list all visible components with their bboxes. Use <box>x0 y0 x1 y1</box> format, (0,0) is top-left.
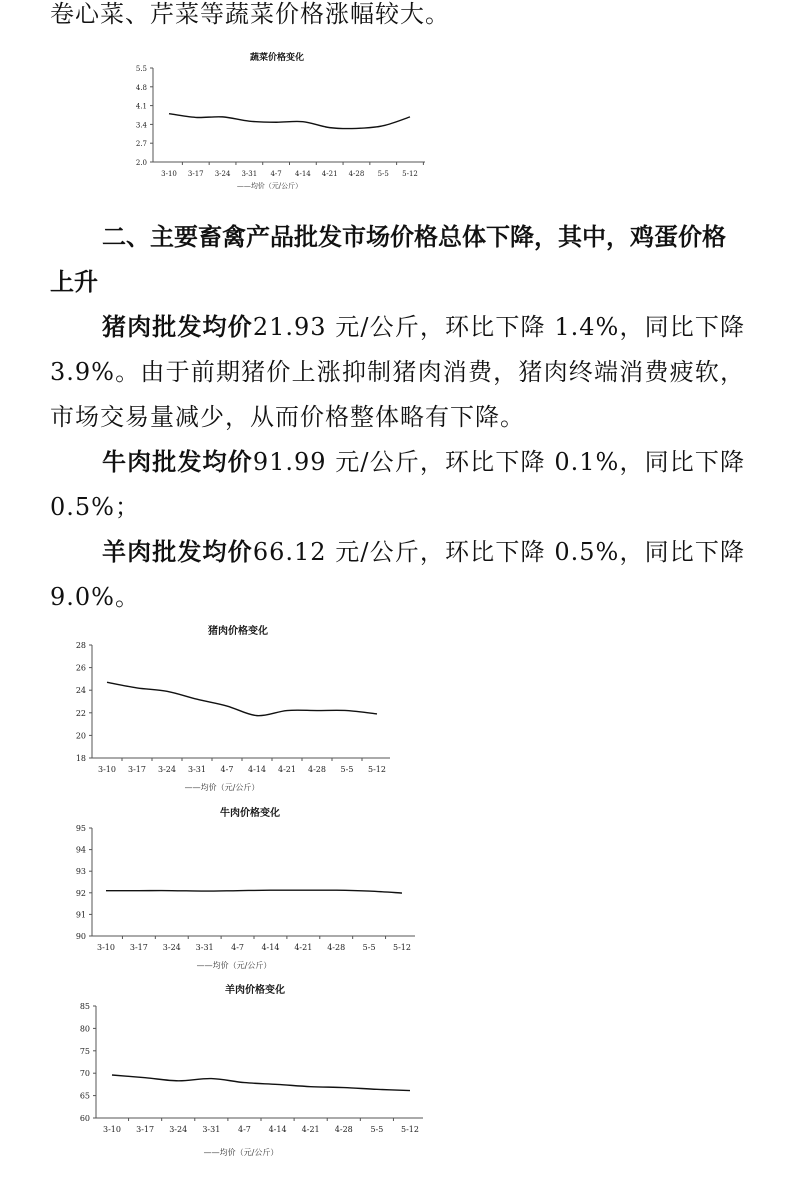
x-tick-label: 3-17 <box>136 1125 155 1134</box>
x-tick-label: 4-28 <box>334 1125 353 1134</box>
y-tick-label: 26 <box>75 663 86 673</box>
x-tick-label: 3-31 <box>195 943 214 952</box>
mutton-price-chart <box>80 983 423 1157</box>
chart-legend: ——均价（元/公斤） <box>236 182 303 190</box>
chart-title: 蔬菜价格变化 <box>249 53 305 63</box>
x-tick-label: 5-5 <box>377 170 389 178</box>
y-tick-label: 5.5 <box>135 65 147 73</box>
y-tick-label: 85 <box>79 1002 90 1011</box>
x-tick-label: 4-21 <box>301 1125 320 1134</box>
x-tick-label: 3-24 <box>158 765 176 774</box>
y-tick-label: 28 <box>75 641 86 650</box>
x-tick-label: 4-28 <box>327 943 346 952</box>
y-tick-label: 80 <box>79 1024 90 1034</box>
x-tick-label: 4-21 <box>294 943 313 952</box>
chart-title: 猪肉价格变化 <box>208 626 268 637</box>
y-tick-label: 94 <box>75 845 86 855</box>
x-tick-label: 3-31 <box>188 765 206 774</box>
y-tick-label: 91 <box>75 910 86 920</box>
x-tick-label: 5-12 <box>393 943 411 952</box>
pork-label: 猪肉批发均价 <box>102 313 253 341</box>
series-line <box>112 1075 410 1091</box>
mutton-label: 羊肉批发均价 <box>102 538 253 566</box>
paragraph-beef <box>50 440 745 530</box>
x-tick-label: 3-24 <box>162 943 181 952</box>
x-tick-label: 5-12 <box>401 1125 419 1134</box>
y-tick-label: 93 <box>75 867 86 877</box>
x-tick-label: 3-17 <box>187 170 204 178</box>
y-tick-label: 2.7 <box>135 140 147 149</box>
y-tick-label: 4.8 <box>135 83 147 92</box>
y-tick-label: 70 <box>79 1069 90 1079</box>
y-tick-label: 60 <box>79 1114 90 1123</box>
series-line <box>169 114 410 129</box>
x-tick-label: 4-21 <box>278 765 296 774</box>
x-tick-label: 4-14 <box>268 1125 287 1134</box>
x-tick-label: 5-12 <box>368 765 386 774</box>
pork-text: 21.93 元/公斤，环比下降 1.4%，同比下降 3.9%。由于前期猪价上涨抑制猪肉消费，猪肉终端消费疲软，市场交易量减少，从而价格整体略有下降。 <box>50 313 745 431</box>
x-tick-label: 3-10 <box>103 1125 121 1134</box>
x-tick-label: 3-10 <box>97 943 115 952</box>
y-tick-label: 18 <box>75 754 86 763</box>
paragraph-pork <box>50 305 745 440</box>
chart-title: 羊肉价格变化 <box>225 985 285 996</box>
x-tick-label: 4-14 <box>295 170 311 178</box>
x-tick-label: 3-24 <box>214 170 231 178</box>
x-tick-label: 4-14 <box>261 943 280 952</box>
x-tick-label: 3-31 <box>241 170 258 178</box>
chart-legend: ——均价（元/公斤） <box>184 783 260 792</box>
vegetable-price-chart <box>136 51 425 190</box>
x-tick-label: 5-5 <box>362 943 376 952</box>
y-tick-label: 2.0 <box>135 159 147 167</box>
chart-legend: ——均价（元/公斤） <box>203 1148 279 1157</box>
series-line <box>107 682 377 715</box>
x-tick-label: 4-14 <box>248 765 266 774</box>
pork-price-chart <box>76 624 390 792</box>
chart-legend: ——均价（元/公斤） <box>196 961 272 970</box>
x-tick-label: 5-5 <box>370 1125 384 1134</box>
paragraph-mutton <box>50 530 745 620</box>
x-tick-label: 4-7 <box>237 1125 251 1134</box>
y-tick-label: 95 <box>75 824 86 833</box>
y-tick-label: 3.4 <box>135 121 147 130</box>
y-tick-label: 92 <box>75 888 86 898</box>
x-tick-label: 4-21 <box>321 170 338 178</box>
x-tick-label: 3-17 <box>128 765 146 774</box>
series-line <box>106 890 402 893</box>
x-tick-label: 3-17 <box>129 943 148 952</box>
x-tick-label: 5-12 <box>402 170 418 178</box>
x-tick-label: 3-10 <box>98 765 116 774</box>
y-tick-label: 75 <box>79 1046 90 1056</box>
chart-title: 牛肉价格变化 <box>220 808 280 819</box>
x-tick-label: 4-7 <box>231 943 245 952</box>
x-tick-label: 4-28 <box>348 170 365 178</box>
y-tick-label: 24 <box>75 686 86 696</box>
beef-text: 91.99 元/公斤，环比下降 0.1%，同比下降 0.5%； <box>50 448 745 521</box>
y-tick-label: 65 <box>79 1091 90 1101</box>
x-tick-label: 5-5 <box>340 765 354 774</box>
x-tick-label: 4-28 <box>308 765 326 774</box>
x-tick-label: 3-31 <box>202 1125 221 1134</box>
mutton-text: 66.12 元/公斤，环比下降 0.5%，同比下降 9.0%。 <box>50 538 745 611</box>
x-tick-label: 4-7 <box>270 170 282 178</box>
section-heading-livestock: 二、主要畜禽产品批发市场价格总体下降，其中，鸡蛋价格上升 <box>50 223 726 296</box>
paragraph-vegetable-end: 卷心菜、芹菜等蔬菜价格涨幅较大。 <box>50 0 450 28</box>
y-tick-label: 4.1 <box>135 102 147 111</box>
x-tick-label: 3-10 <box>161 170 177 178</box>
beef-label: 牛肉批发均价 <box>102 448 253 476</box>
y-tick-label: 20 <box>75 731 86 741</box>
y-tick-label: 22 <box>75 708 86 718</box>
x-tick-label: 3-24 <box>169 1125 188 1134</box>
beef-price-chart <box>76 806 415 970</box>
y-tick-label: 90 <box>75 932 86 941</box>
x-tick-label: 4-7 <box>220 765 234 774</box>
